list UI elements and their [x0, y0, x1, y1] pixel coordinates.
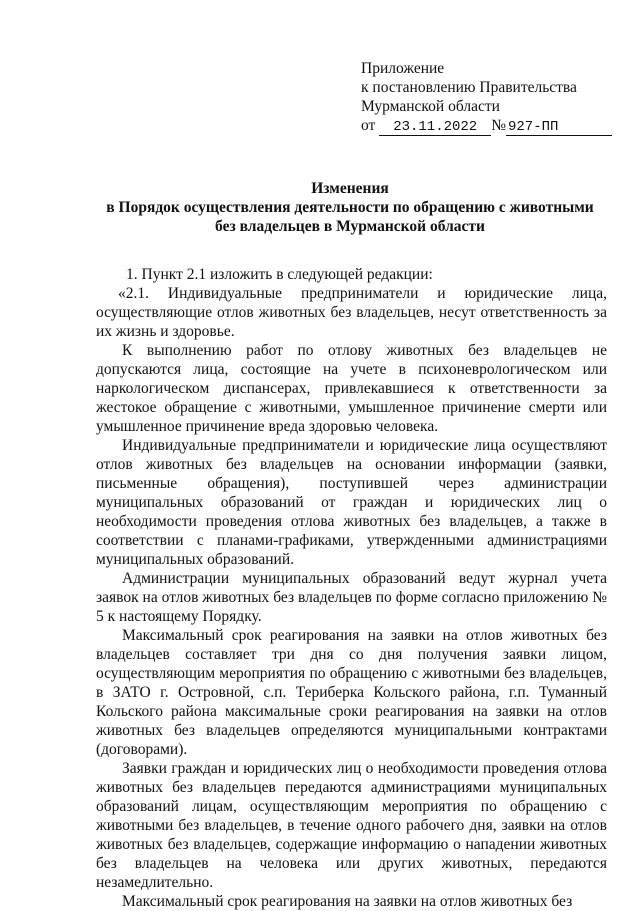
paragraph: 1. Пункт 2.1 изложить в следующей редакции:: [126, 266, 433, 283]
paragraph: Максимальный срок реагирования на заявки на отлов животных без владельцев составляет три дня со дня получения заявки лицом, осуществляющим мероприятия по обращению с животными без владельцев, в ЗАТО г. Островной, с.п. Териберка Кольского района, г.п. Туманный Кольского района максимальные сроки реагирования на заявки на отлов животных без владельцев определяются муниципальными контрактами (договорами).: [96, 627, 607, 758]
appendix-region: Мурманской области: [361, 98, 500, 115]
number-label: №: [491, 117, 506, 134]
paragraph: Администрации муниципальных образований ведут журнал учета заявок на отлов животных без владельцев по форме согласно приложению № 5 к настоящему Порядку.: [96, 570, 607, 625]
heading-title: Изменения: [311, 180, 389, 197]
appendix-title: Приложение: [361, 60, 445, 77]
paragraph: К выполнению работ по отлову животных без владельцев не допускаются лица, состоящие на учете в психоневрологическом или наркологическом диспансерах, привлекавшиеся к ответственности за жестокое обращение с животными, умышленное причинение смерти или умышленное причинение вреда здоровью человека.: [96, 342, 607, 435]
paragraph: Заявки граждан и юридических лиц о необходимости проведения отлова животных без владельцев передаются администрациями муниципальных образований лицам, осуществляющим мероприятия по обращению с животными без владельцев, в течение одного рабочего дня, заявки на отлов животных без владельцев, содержащие информацию о нападении животных без владельцев на человека или других животных, передаются незамедлительно.: [96, 760, 607, 891]
from-label: от: [361, 117, 376, 134]
appendix-resolution: к постановлению Правительства: [361, 79, 577, 96]
resolution-date: 23.11.2022: [379, 119, 491, 136]
paragraph: «2.1. Индивидуальные предприниматели и юридические лица, осуществляющие отлов животных без владельцев, несут ответственность за их жизнь и здоровье.: [96, 285, 607, 340]
appendix-block: [361, 59, 621, 136]
document-body: [96, 265, 607, 911]
resolution-number: 927-ПП: [506, 119, 612, 136]
heading-subtitle-1: в Порядок осуществления деятельности по обращению с животными: [106, 199, 594, 216]
paragraph: Максимальный срок реагирования на заявки на отлов животных без: [122, 893, 573, 910]
document-heading: [80, 179, 620, 236]
appendix-signature-line: [361, 116, 621, 136]
heading-subtitle-2: без владельцев в Мурманской области: [215, 218, 485, 235]
paragraph: Индивидуальные предприниматели и юридические лица осуществляют отлов животных без владельцев на основании информации (заявки, письменные обращения), поступившей через администрации муниципальных образований от граждан и юридических лиц о необходимости проведения отлова животных без владельцев, а также в соответствии с планами-графиками, утвержденными администрациями муниципальных образований.: [96, 437, 607, 568]
